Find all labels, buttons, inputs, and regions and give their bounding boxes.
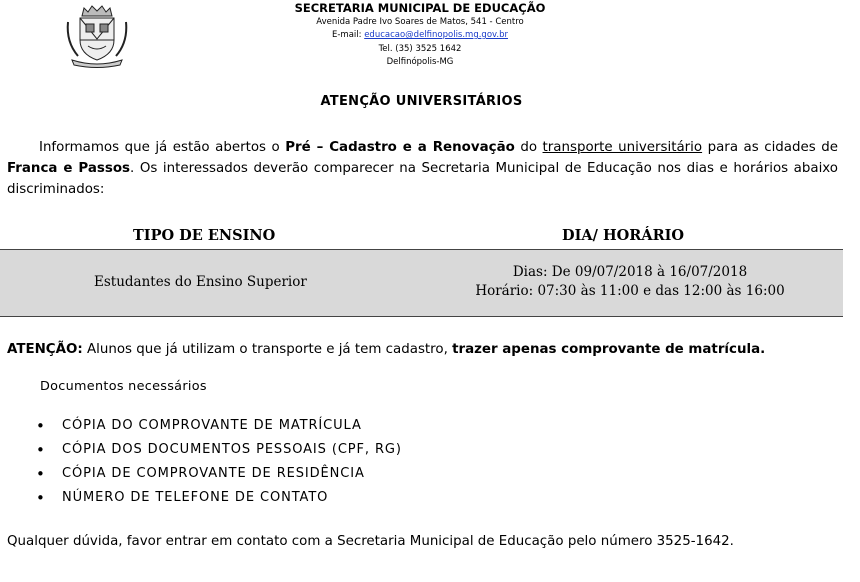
list-item: [36, 415, 402, 439]
bullet-icon: •: [36, 465, 46, 483]
attention-bold: trazer apenas comprovante de matrícula.: [452, 342, 766, 357]
intro-text-3: para as cidades de: [702, 140, 838, 155]
bullet-icon: •: [36, 417, 46, 435]
intro-text-4: . Os interessados deverão comparecer na Secretaria Municipal de Educação nos dias e horários abaixo discriminados:: [7, 161, 838, 197]
attention-paragraph: [7, 340, 838, 359]
email-line: [260, 29, 580, 43]
page-title: ATENÇÃO UNIVERSITÁRIOS: [320, 94, 523, 109]
documents-title: Documentos necessários: [40, 379, 207, 394]
intro-text-1: Informamos que já estão abertos o: [39, 140, 286, 155]
document-label: CÓPIA DOS DOCUMENTOS PESSOAIS (CPF, RG): [62, 442, 402, 457]
attention-text: Alunos que já utilizam o transporte e já tem cadastro,: [82, 342, 453, 357]
intro-text-2: do: [514, 140, 543, 155]
organization-name: SECRETARIA MUNICIPAL DE EDUCAÇÃO: [294, 1, 546, 15]
letterhead: [260, 2, 580, 70]
intro-paragraph: [7, 137, 838, 200]
email-label: E-mail:: [331, 30, 365, 40]
cell-schedule: [450, 263, 810, 301]
intro-bold-1: Pré – Cadastro e a Renovação: [285, 140, 515, 155]
footer-contact-note: Qualquer dúvida, favor entrar em contato com a Secretaria Municipal de Educação pelo número 3525-1642.: [7, 534, 734, 549]
bullet-icon: •: [36, 489, 46, 507]
bullet-icon: •: [36, 441, 46, 459]
document-label: CÓPIA DE COMPROVANTE DE RESIDÊNCIA: [62, 466, 365, 481]
documents-list: [36, 415, 402, 511]
address: Avenida Padre Ivo Soares de Matos, 541 - Centro: [316, 16, 524, 27]
col-header-schedule: DIA/ HORÁRIO: [562, 227, 685, 244]
phone: Tel. (35) 3525 1642: [378, 43, 462, 54]
city: Delfinópolis-MG: [386, 57, 454, 67]
intro-bold-2: Franca e Passos: [7, 161, 131, 176]
email-link[interactable]: educacao@delfinopolis.mg.gov.br: [364, 30, 508, 40]
cell-education-type: Estudantes do Ensino Superior: [94, 274, 307, 290]
col-header-type: TIPO DE ENSINO: [133, 227, 276, 244]
schedule-days: Dias: De 09/07/2018 à 16/07/2018: [512, 264, 748, 280]
schedule-hours: Horário: 07:30 às 11:00 e das 12:00 às 16:00: [475, 283, 785, 299]
list-item: [36, 463, 402, 487]
table-header: [0, 220, 843, 250]
document-label: CÓPIA DO COMPROVANTE DE MATRÍCULA: [62, 418, 362, 433]
attention-label: ATENÇÃO:: [7, 342, 83, 357]
intro-underline: transporte universitário: [542, 140, 703, 155]
municipal-crest-logo: [62, 2, 132, 68]
table-row: [0, 250, 843, 317]
list-item: [36, 487, 402, 511]
document-label: NÚMERO DE TELEFONE DE CONTATO: [62, 490, 329, 505]
list-item: [36, 439, 402, 463]
